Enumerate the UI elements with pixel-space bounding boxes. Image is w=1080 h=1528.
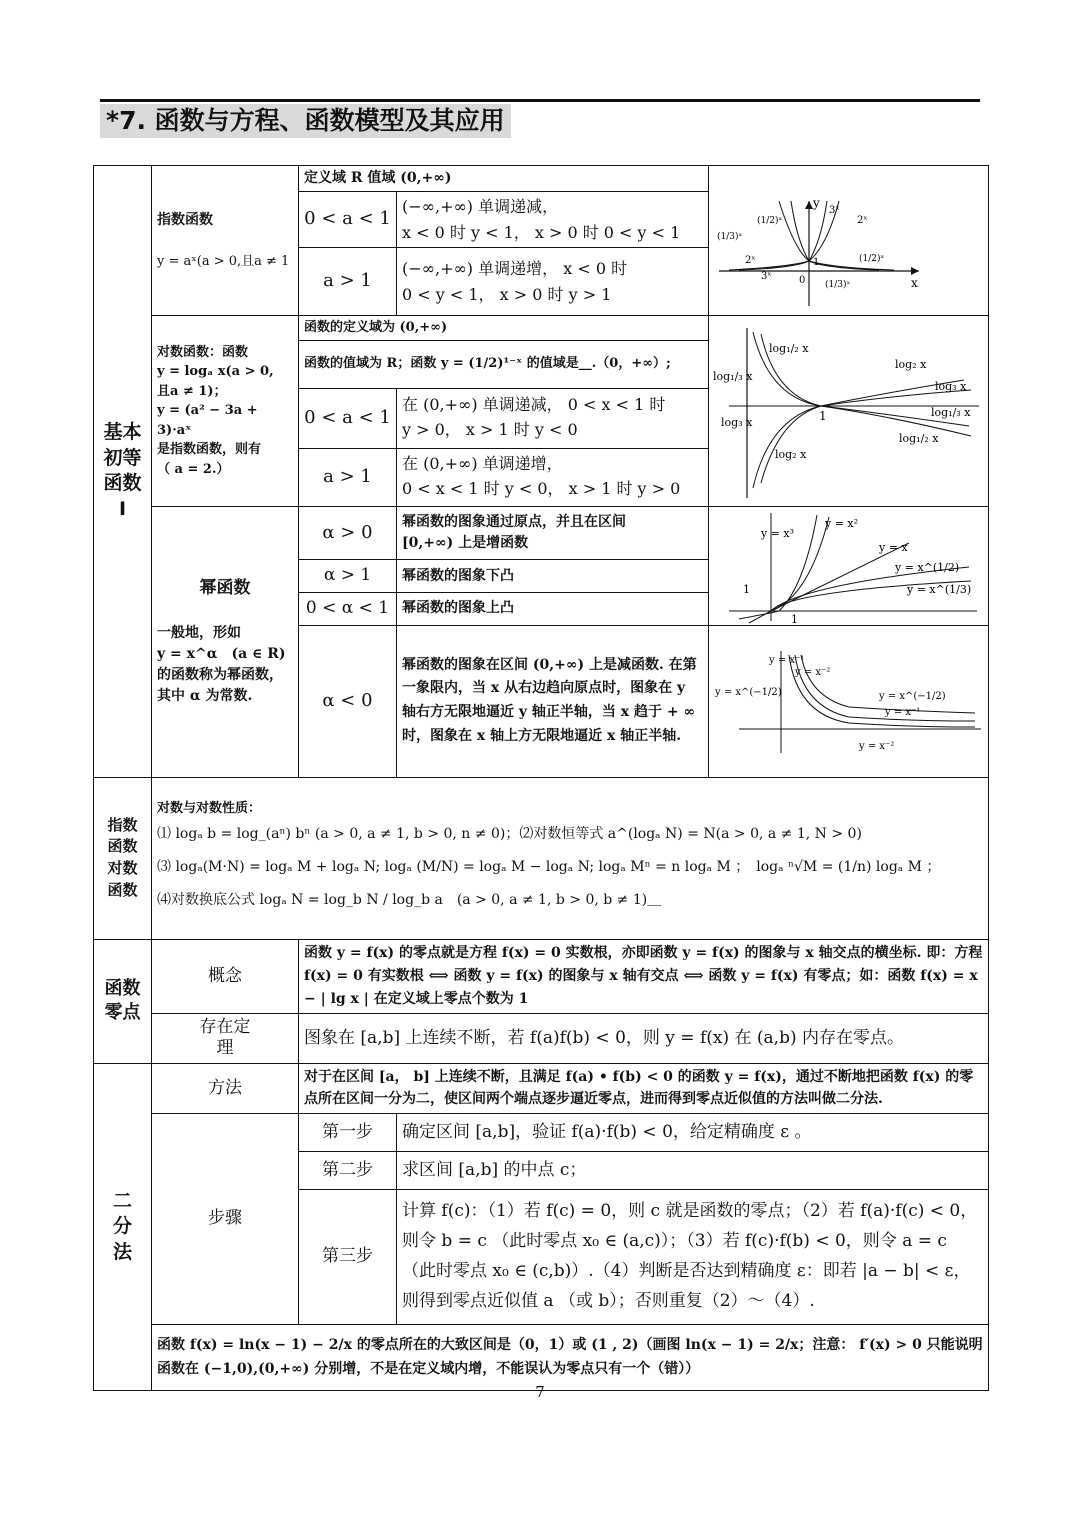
exp-case-a-lt-1: 0 < a < 1	[299, 192, 397, 248]
log-property-4: ⑷对数换底公式 logₐ N = log_b N / log_b a (a > 0, a ≠ 1, b > 0, b ≠ 1)＿	[157, 892, 662, 909]
log-graph-label-third-lower: log₁/₃ x	[931, 405, 971, 419]
power-graph1-label-one-x: 1	[791, 612, 799, 625]
power-graph1-label-x: y = x	[879, 540, 908, 554]
power-title: 幂函数	[199, 578, 251, 599]
log-desc-a-lt-1: 在 (0,+∞) 单调递减， 0 < x < 1 时 y > 0， x > 1 时 y < 0	[397, 388, 709, 448]
power-graph1-label-x2: y = x²	[825, 516, 859, 530]
zero-theorem-label: 存在定 理	[152, 1013, 299, 1063]
power-desc: 一般地，形如 y = x^α (a ∈ R) 的函数称为幂函数，其中 α 为常数.	[157, 624, 286, 704]
power-graph2-label-inv-right: y = x⁻¹	[885, 707, 921, 719]
exp-domain: 定义域 R 值域 (0,+∞)	[299, 166, 709, 192]
exp-function-name	[152, 166, 299, 316]
zero-theorem: 图象在 [a,b] 上连续不断，若 f(a)f(b) < 0，则 y = f(x) 在 (a,b) 内存在零点。	[299, 1013, 989, 1063]
exp-graph-label-half-x: (1/2)ˣ	[757, 215, 783, 226]
log-graph-label-half: log₁/₂ x	[769, 341, 809, 355]
log-desc-a-gt-1: 在 (0,+∞) 单调递增， 0 < x < 1 时 y < 0， x > 1 时 y > 0	[397, 448, 709, 506]
category-basic-functions: 基本 初等 函数 Ⅰ	[94, 166, 152, 778]
exp-formula: y = aˣ(a > 0,且a ≠ 1	[157, 253, 290, 269]
power-graph2-label-invsqrt-right: y = x^(−1/2)	[879, 691, 946, 703]
log-range: 函数的值域为 R；函数 y = (1/2)¹⁻ˣ 的值域是__.（0，+∞）;	[299, 340, 709, 388]
power-graph2-cell	[709, 625, 989, 777]
power-case-neg: α < 0	[299, 625, 397, 777]
power-desc-pos: 幂函数的图象通过原点，并且在区间 [0,+∞) 上是增函数	[397, 506, 709, 560]
exp-graph-cell	[709, 166, 989, 316]
power-case-pos: α > 0	[299, 506, 397, 560]
category-bisection: 二 分 法	[94, 1063, 152, 1390]
page-number: 7	[535, 1383, 545, 1401]
summary-table	[93, 165, 989, 1391]
exp-graph	[709, 171, 987, 311]
exp-graph-label-one: 1	[813, 256, 820, 268]
power-case-0-1: 0 < α < 1	[299, 592, 397, 625]
bisect-note: 函数 f(x) = ln(x − 1) − 2/x 的零点所在的大致区间是（0，1）或 (1 , 2)（画图 ln(x − 1) = 2/x；注意： f′(x) > 0 只能说明函数在 (−1,0),(0,+∞) 分别增，不是在定义域内增，不能误认为零点只有一个（错））	[152, 1324, 989, 1390]
bisect-step2-label: 第二步	[299, 1151, 397, 1189]
bisect-step1: 确定区间 [a,b]，验证 f(a)·f(b) < 0，给定精确度 ε 。	[397, 1113, 989, 1151]
exp-graph-label-third-x: (1/3)ˣ	[717, 231, 743, 242]
power-graph1-label-one-y: 1	[743, 582, 751, 596]
power-case-gt-1: α > 1	[299, 560, 397, 593]
exp-graph-label-x: x	[911, 275, 918, 290]
log-property-3: ⑶ logₐ(M·N) = logₐ M + logₐ N; logₐ (M/N) = logₐ M − logₐ N; logₐ Mⁿ = n logₐ M ； logₐ ⁿ√M = (1/n) logₐ M ；	[157, 859, 941, 876]
zero-concept: 函数 y = f(x) 的零点就是方程 f(x) = 0 实数根，亦即函数 y = f(x) 的图象与 x 轴交点的横坐标. 即：方程 f(x) = 0 有实数根 ⟺ 函数 y = f(x) 的图象与 x 轴有交点 ⟺ 函数 y = f(x) 有零点；如：函数 f(x) = x − | lg x | 在定义域上零点个数为 1	[299, 939, 989, 1013]
zero-concept-label: 概念	[152, 939, 299, 1013]
exp-graph-label-2x-left: 2ˣ	[745, 254, 756, 266]
exp-desc-a-gt-1: (−∞,+∞) 单调递增， x < 0 时 0 < y < 1， x > 0 时 y > 1	[397, 248, 709, 316]
log-domain: 函数的定义域为 (0,+∞)	[299, 316, 709, 341]
exp-graph-label-origin: 0	[799, 274, 806, 286]
exp-graph-label-3x-left: 3ˣ	[761, 270, 772, 282]
bisect-step1-label: 第一步	[299, 1113, 397, 1151]
category-zeros: 函数 零点	[94, 939, 152, 1063]
log-graph-label-third: log₁/₃ x	[713, 369, 753, 383]
power-desc-gt-1: 幂函数的图象下凸	[397, 560, 709, 593]
log-graph-label-2: log₂ x	[895, 357, 927, 371]
exp-case-a-gt-1: a > 1	[299, 248, 397, 316]
power-graph1-label-cbrt: y = x^(1/3)	[907, 582, 972, 596]
power-graph-negative	[709, 645, 987, 757]
power-graph-positive	[709, 507, 987, 625]
log-graph-label-2-lower: log₂ x	[775, 447, 807, 461]
log-graph-label-half-lower: log₁/₂ x	[899, 431, 939, 445]
power-graph2-label-inv2: y = x⁻²	[795, 667, 831, 679]
power-desc-neg: 幂函数的图象在区间 (0,+∞) 上是减函数. 在第一象限内，当 x 从右边趋向原点时，图象在 y 轴右方无限地逼近 y 轴正半轴，当 x 趋于 + ∞ 时，图象在 x 轴上方无限地逼近 x 轴正半轴.	[397, 625, 709, 777]
bisect-step3-label: 第三步	[299, 1189, 397, 1324]
exp-graph-label-3x: 3ˣ	[829, 204, 840, 216]
bisect-step3: 计算 f(c)：（1）若 f(c) = 0，则 c 就是函数的零点；（2）若 f(a)·f(c) < 0，则令 b = c （此时零点 x₀ ∈ (a,c)）；（3）若 f(c)·f(b) < 0，则令 a = c （此时零点 x₀ ∈ (c,b)）.（4）判断是否达到精确度 ε：即若 |a − b| < ε，则得到零点近似值 a （或 b）；否则重复（2）～（4）.	[397, 1189, 989, 1324]
bisect-method-label: 方法	[152, 1063, 299, 1113]
power-graph1-cell	[709, 506, 989, 625]
power-graph2-label-inv: y = x⁻¹	[769, 655, 805, 667]
log-case-a-lt-1: 0 < a < 1	[299, 388, 397, 448]
log-properties-title: 对数与对数性质：	[157, 800, 262, 816]
log-case-a-gt-1: a > 1	[299, 448, 397, 506]
log-graph-label-3: log₃ x	[935, 379, 967, 393]
bisect-step2: 求区间 [a,b] 的中点 c；	[397, 1151, 989, 1189]
log-function-name: 对数函数：函数 y = logₐ x(a > 0, 且a ≠ 1)； y = (a² − 3a + 3)·aˣ 是指数函数，则有 （ a = 2.）	[152, 316, 299, 507]
power-graph2-label-invsqrt: y = x^(−1/2)	[715, 687, 782, 699]
header-rule	[100, 99, 980, 102]
log-graph-cell	[709, 316, 989, 507]
page-title: *7. 函数与方程、函数模型及其应用	[100, 104, 511, 138]
power-function-name	[152, 506, 299, 777]
exp-graph-label-half-x-right: (1/2)ˣ	[859, 253, 885, 264]
log-graph-label-one: 1	[819, 408, 827, 423]
exp-title: 指数函数	[157, 211, 213, 228]
exp-graph-label-y: y	[813, 195, 820, 210]
log-properties	[152, 777, 989, 939]
power-graph1-label-x3: y = x³	[761, 526, 795, 540]
log-property-1-2: ⑴ logₐ b = log_(aⁿ) bⁿ (a > 0, a ≠ 1, b > 0, n ≠ 0)；⑵对数恒等式 a^(logₐ N) = N(a > 0, a ≠ 1, N > 0)	[157, 826, 862, 843]
power-graph1-label-sqrt: y = x^(1/2)	[895, 560, 960, 574]
exp-desc-a-lt-1: (−∞,+∞) 单调递减， x < 0 时 y < 1， x > 0 时 0 < y < 1	[397, 192, 709, 248]
bisect-method: 对于在区间 [a， b] 上连续不断，且满足 f(a) • f(b) < 0 的函数 y = f(x)，通过不断地把函数 f(x) 的零点所在区间一分为二，使区间两个端点逐步逼近零点，进而得到零点近似值的方法叫做二分法.	[299, 1063, 989, 1113]
log-graph-label-3-lower: log₃ x	[721, 415, 753, 429]
log-graph	[709, 318, 987, 504]
exp-graph-label-2x: 2ˣ	[857, 214, 868, 226]
power-desc-0-1: 幂函数的图象上凸	[397, 592, 709, 625]
power-graph2-label-inv2-right: y = x⁻²	[859, 741, 895, 753]
category-exp-log: 指数 函数 对数 函数	[94, 777, 152, 939]
bisect-steps-label: 步骤	[152, 1113, 299, 1324]
exp-graph-label-third-x-right: (1/3)ˣ	[825, 279, 851, 290]
